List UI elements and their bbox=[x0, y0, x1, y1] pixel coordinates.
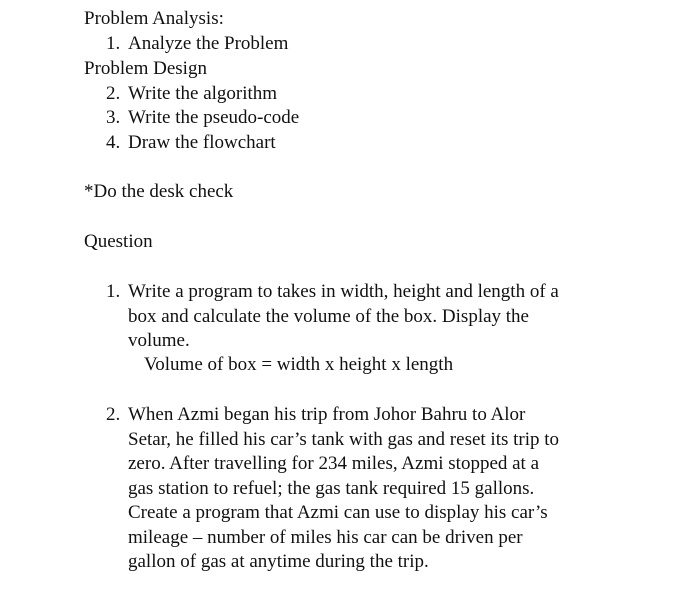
question-2-number: 2. bbox=[106, 404, 121, 425]
question-1-line: box and calculate the volume of the box. Display the bbox=[128, 306, 529, 327]
analysis-step-1 bbox=[106, 32, 288, 56]
question-1-number: 1. bbox=[106, 281, 121, 302]
step-number: 3. bbox=[106, 107, 121, 128]
question-2-line: mileage – number of miles his car can be driven per bbox=[128, 527, 523, 548]
question-heading: Question bbox=[84, 231, 153, 252]
step-number: 4. bbox=[106, 132, 121, 153]
step-text: Write the algorithm bbox=[128, 83, 278, 104]
question-2-line: Setar, he filled his car’s tank with gas and reset its trip to bbox=[128, 429, 560, 450]
design-step-4 bbox=[106, 131, 276, 155]
step-text: Analyze the Problem bbox=[128, 33, 289, 54]
analysis-heading: Problem Analysis: bbox=[84, 8, 224, 29]
design-heading: Problem Design bbox=[84, 58, 207, 79]
step-number: 2. bbox=[106, 83, 121, 104]
question-2-line: Create a program that Azmi can use to display his car’s bbox=[128, 502, 548, 523]
desk-check-note: *Do the desk check bbox=[84, 181, 234, 202]
design-step-2 bbox=[106, 82, 277, 106]
question-2-line: gallon of gas at anytime during the trip. bbox=[128, 551, 429, 572]
question-1-line: Write a program to takes in width, height and length of a bbox=[128, 281, 559, 302]
step-text: Write the pseudo-code bbox=[128, 107, 300, 128]
step-text: Draw the flowchart bbox=[128, 132, 276, 153]
question-2-line: When Azmi began his trip from Johor Bahru to Alor bbox=[128, 404, 526, 425]
step-number: 1. bbox=[106, 33, 121, 54]
question-1-line: volume. bbox=[128, 330, 190, 351]
design-step-3 bbox=[106, 106, 299, 130]
question-2-line: zero. After travelling for 234 miles, Azmi stopped at a bbox=[128, 453, 540, 474]
question-2-line: gas station to refuel; the gas tank required 15 gallons. bbox=[128, 478, 535, 499]
volume-formula: Volume of box = width x height x length bbox=[144, 354, 454, 375]
